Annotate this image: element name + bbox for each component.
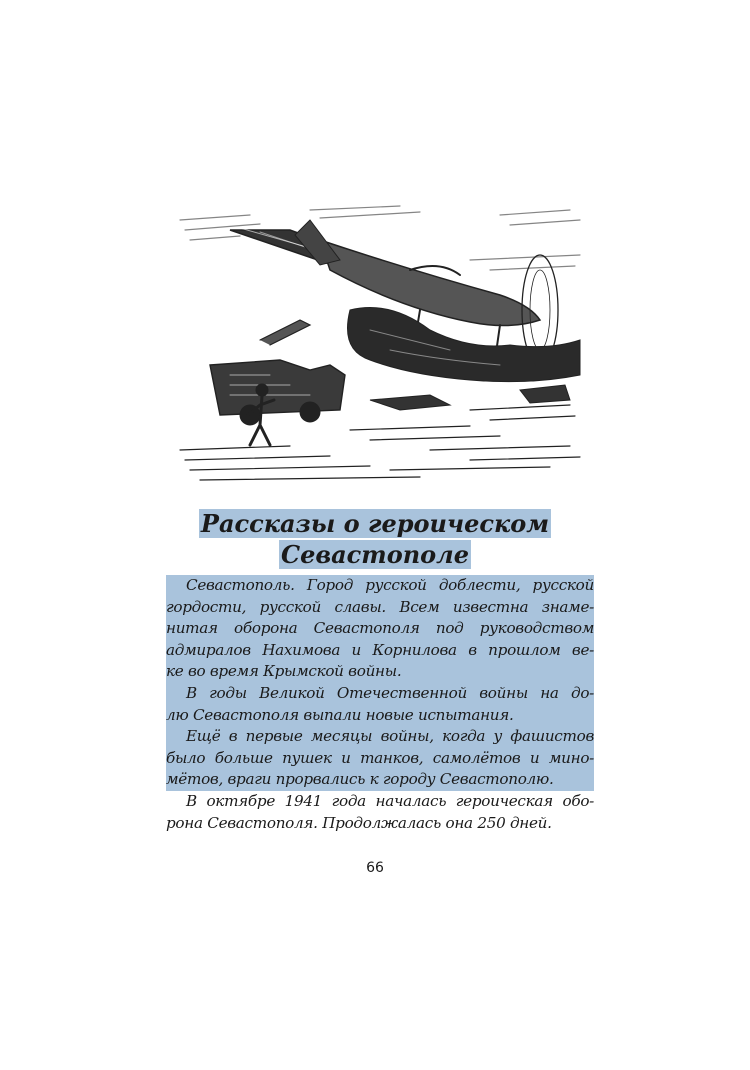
text-line: мётов, враги прорвались к городу Севастополю. [166, 769, 594, 791]
text-line: ке во время Крымской войны. [166, 661, 594, 683]
text-line: В годы Великой Отечественной войны на до- [166, 683, 594, 705]
war-scene-illustration [170, 200, 590, 490]
text-line: лю Севастополя выпали новые испытания. [166, 705, 594, 727]
text-line: было больше пушек и танков, самолётов и мино- [166, 748, 594, 770]
page-title [0, 508, 750, 570]
text-line: Ещё в первые месяцы войны, когда у фашистов [166, 726, 594, 748]
text-line: гордости, русской славы. Всем известна знаме- [166, 597, 594, 619]
text-line: В октябре 1941 года началась героическая обо- [186, 791, 594, 810]
title-line-2: Севастополе [281, 540, 469, 569]
text-line: Севастополь. Город русской доблести, русской [166, 575, 594, 597]
title-line-1: Рассказы о героическом [200, 509, 550, 538]
text-line: нитая оборона Севастополя под руководством [166, 618, 594, 640]
text-line: адмиралов Нахимова и Корнилова в прошлом ве- [166, 640, 594, 662]
body-text [166, 575, 594, 834]
page-number: 66 [366, 860, 384, 876]
text-line: рона Севастополя. Продолжалась она 250 дней. [166, 813, 552, 832]
